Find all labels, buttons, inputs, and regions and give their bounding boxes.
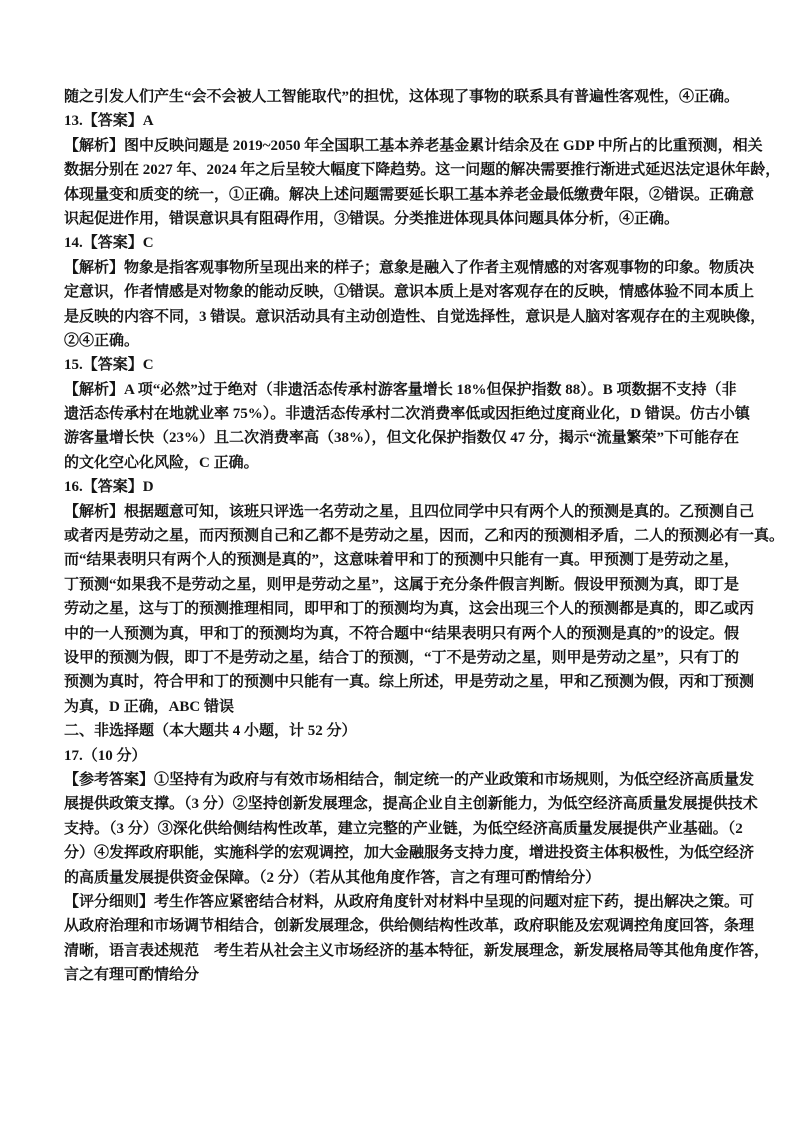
question-line-q17: 17.（10 分） xyxy=(64,747,147,764)
scoring-rule-line: 言之有理可酌情给分 xyxy=(64,967,200,984)
analysis-line: 中的一人预测为真，甲和丁的预测均为真，不符合题中“结果表明只有两个人的预测是真的”的设定。假 xyxy=(64,625,740,642)
text-line-continuation: 随之引发人们产生“会不会被人工智能取代”的担忧，这体现了事物的联系具有普遍性客观性，④正确。 xyxy=(64,89,740,105)
analysis-line: 而“结果表明只有两个人的预测是真的”，这意味着甲和丁的预测中只能有一真。甲预测丁是劳动之星， xyxy=(64,552,740,569)
reference-answer-line: 【参考答案】①坚持有为政府与有效市场相结合，制定统一的产业政策和市场规则，为低空经济高质量发 xyxy=(64,771,755,788)
scoring-rule-line: 从政府治理和市场调节相结合，创新发展理念，供给侧结构性改革，政府职能及宏观调控角度回答，条理 xyxy=(64,918,755,935)
analysis-line: 定意识，作者情感是对物象的能动反映，①错误。意识本质上是对客观存在的反映，情感体验不同本质上 xyxy=(64,284,755,301)
reference-answer-line: 支持。（3 分）③深化供给侧结构性改革，建立完整的产业链，为低空经济高质量发展提供产业基础。（2 xyxy=(64,820,743,837)
analysis-line: 游客量增长快（23%）且二次消费率高（38%），但文化保护指数仅 47 分，揭示“流量繁荣”下可能存在 xyxy=(64,430,740,447)
analysis-line: 遗活态传承村在地就业率 75%）。非遗活态传承村二次消费率低或因拒绝过度商业化，D 错误。仿古小镇 xyxy=(64,406,750,423)
analysis-line: 【解析】A 项“必然”过于绝对（非遗活态传承村游客量增长 18%但保护指数 88）。B 项数据不支持（非 xyxy=(64,381,737,398)
answer-line-q15: 15.【答案】C xyxy=(64,357,154,374)
analysis-line: 为真，D 正确，ABC 错误 xyxy=(64,698,235,715)
answer-line-q13: 13.【答案】A xyxy=(64,113,154,130)
answer-line-q16: 16.【答案】D xyxy=(64,479,154,496)
analysis-line: 预测为真时，符合甲和丁的预测中只能有一真。综上所述，甲是劳动之星，甲和乙预测为假，丙和丁预测 xyxy=(64,674,755,691)
reference-answer-line: 的高质量发展提供资金保障。（2 分）（若从其他角度作答，言之有理可酌情给分） xyxy=(64,869,601,886)
analysis-line: 识起促进作用，错误意识具有阻碍作用，③错误。分类推进体现具体问题具体分析，④正确。 xyxy=(64,210,680,227)
analysis-line: 丁预测“如果我不是劳动之星，则甲是劳动之星”，这属于充分条件假言判断。假设甲预测为真，即丁是 xyxy=(64,576,740,593)
scoring-rule-line: 清晰，语言表述规范 考生若从社会主义市场经济的基本特征，新发展理念，新发展格局等其他角度作答， xyxy=(64,942,770,959)
analysis-line: 或者丙是劳动之星，而丙预测自己和乙都不是劳动之星，因而，乙和丙的预测相矛盾，二人的预测必有一真。 xyxy=(64,528,785,545)
analysis-line: 【解析】物象是指客观事物所呈现出来的样子；意象是融入了作者主观情感的对客观事物的印象。物质决 xyxy=(64,259,755,276)
analysis-line: 体现量变和质变的统一，①正确。解决上述问题需要延长职工基本养老金最低缴费年限，②错误。正确意 xyxy=(64,186,755,203)
reference-answer-line: 展提供政策支撑。（3 分）②坚持创新发展理念，提高企业自主创新能力，为低空经济高质量发展提供技术 xyxy=(64,796,758,813)
analysis-line: 数据分别在 2027 年、2024 年之后呈较大幅度下降趋势。这一问题的解决需要推行渐进式延迟法定退休年龄， xyxy=(64,162,781,179)
answer-line-q14: 14.【答案】C xyxy=(64,235,154,252)
analysis-line: 【解析】图中反映问题是 2019~2050 年全国职工基本养老基金累计结余及在 GDP 中所占的比重预测，相关 xyxy=(64,137,763,154)
reference-answer-line: 分）④发挥政府职能，实施科学的宏观调控，加大金融服务支持力度，增进投资主体积极性，为低空经济 xyxy=(64,845,755,862)
analysis-line: 的文化空心化风险，C 正确。 xyxy=(64,454,259,471)
scoring-rule-line: 【评分细则】考生作答应紧密结合材料，从政府角度针对材料中呈现的问题对症下药，提出解决之策。可 xyxy=(64,893,755,910)
analysis-line: 设甲的预测为假，即丁不是劳动之星，结合丁的预测，“丁不是劳动之星，则甲是劳动之星”，只有丁的 xyxy=(64,649,740,666)
analysis-line: 劳动之星，这与丁的预测推理相同，即甲和丁的预测均为真，这会出现三个人的预测都是真的，即乙或丙 xyxy=(64,601,755,618)
analysis-line: ②④正确。 xyxy=(64,332,140,349)
analysis-line: 是反映的内容不同，3 错误。意识活动具有主动创造性、自觉选择性，意识是人脑对客观存在的主观映像， xyxy=(64,308,766,325)
analysis-line: 【解析】根据题意可知，该班只评选一名劳动之星，且四位同学中只有两个人的预测是真的。乙预测自己 xyxy=(64,503,755,520)
section-header-non-choice: 二、非选择题（本大题共 4 小题，计 52 分） xyxy=(64,723,357,740)
